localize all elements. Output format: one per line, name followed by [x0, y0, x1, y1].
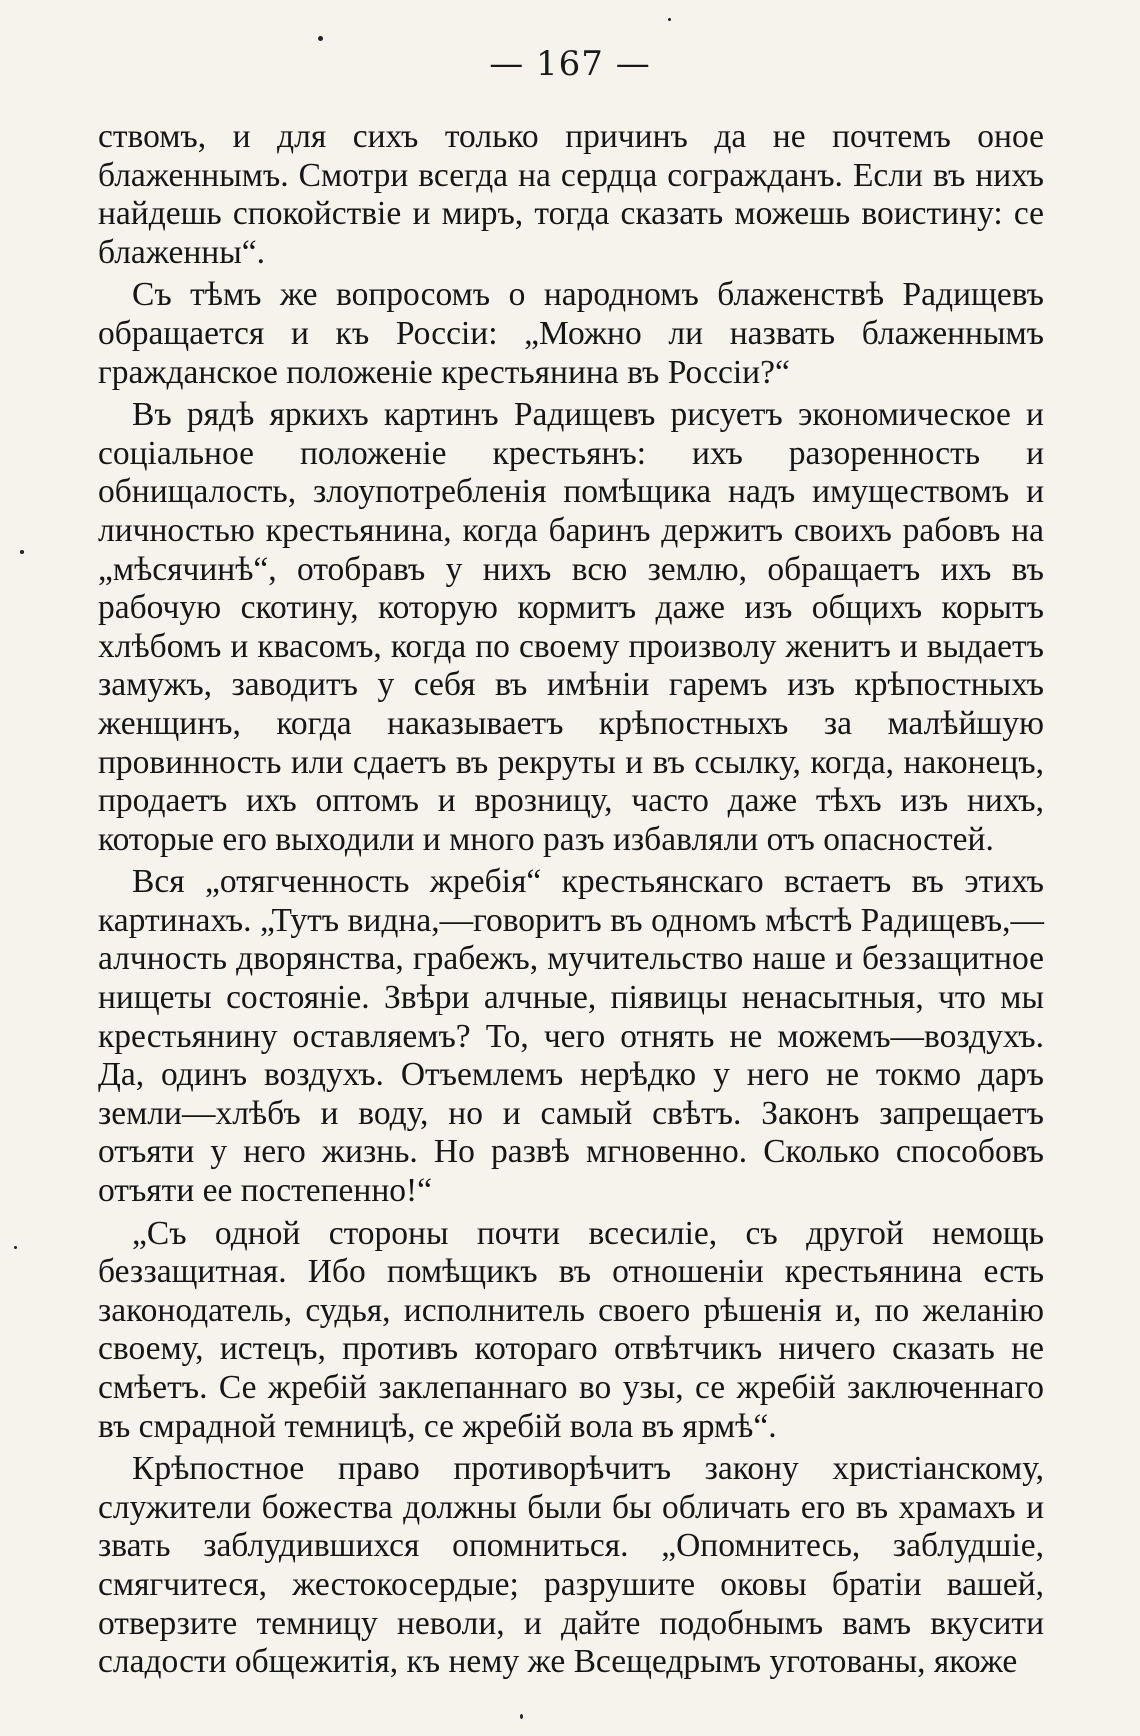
scan-speck	[520, 1714, 523, 1719]
paragraph-6: Крѣпостное право противорѣчитъ закону христіанскому, служители божества должны были бы обличать его въ храмахъ и звать заблудившихся опомниться. „Опомнитесь, заблудшіе, смягчитеся, жестокосердые; разрушите оковы братіи вашей, отверзите темницу неволи, и дайте подобнымъ вамъ вкусити сладости общежитія, къ нему же Всещедрымъ уготованы, якоже	[98, 1450, 1044, 1681]
scan-speck	[318, 36, 323, 41]
body-text	[98, 118, 1044, 1682]
paragraph-4: Вся „отягченность жребія“ крестьянскаго встаетъ въ этихъ картинахъ. „Тутъ видна,—говоритъ въ одномъ мѣстѣ Радищевъ,—алчность дворянства, грабежъ, мучительство наше и беззащитное нищеты состояніе. Звѣри алчные, піявицы ненасытныя, что мы крестьянину оставляемъ? То, чего отнять не можемъ—воздухъ. Да, одинъ воздухъ. Отъемлемъ нерѣдко у него не токмо даръ земли—хлѣбъ и воду, но и самый свѣтъ. Законъ запрещаетъ отъяти у него жизнь. Но развѣ мгновенно. Сколько способовъ отъяти ее постепенно!“	[98, 863, 1044, 1210]
paragraph-5: „Съ одной стороны почти всесиліе, съ другой немощь беззащитная. Ибо помѣщикъ въ отношеніи крестьянина есть законодатель, судья, исполнитель своего рѣшенія и, по желанію своему, истецъ, противъ котораго отвѣтчикъ ничего сказать не смѣетъ. Се жребій заклепаннаго во узы, се жребій заключеннаго въ смрадной темницѣ, се жребій вола въ ярмѣ“.	[98, 1214, 1044, 1445]
scan-speck	[20, 550, 24, 554]
page-number: — 167 —	[489, 44, 651, 84]
paragraph-3: Въ рядѣ яркихъ картинъ Радищевъ рисуетъ экономическое и соціальное положеніе крестьянъ: ихъ разоренность и обнищалость, злоупотребленія помѣщика надъ имуществомъ и личностью крестьянина, когда баринъ держитъ своихъ рабовъ на „мѣсячинѣ“, отобравъ у нихъ всю землю, обращаетъ ихъ въ рабочую скотину, которую кормитъ даже изъ общихъ корытъ хлѣбомъ и квасомъ, когда по своему произволу женитъ и выдаетъ замужъ, заводитъ у себя въ имѣніи гаремъ изъ крѣпостныхъ женщинъ, когда наказываетъ крѣпостныхъ за малѣйшую провинность или сдаетъ въ рекруты и въ ссылку, когда, наконецъ, продаетъ ихъ оптомъ и врозницу, часто даже тѣхъ изъ нихъ, которые его выходили и много разъ избавляли отъ опасностей.	[98, 396, 1044, 858]
paragraph-1: ствомъ, и для сихъ только причинъ да не почтемъ оное блаженнымъ. Смотри всегда на сердца согражданъ. Если въ нихъ найдешь спокойствіе и миръ, тогда сказать можешь воистину: се блаженны“.	[98, 118, 1044, 271]
paragraph-2: Съ тѣмъ же вопросомъ о народномъ блаженствѣ Радищевъ обращается и къ Россіи: „Можно ли назвать блаженнымъ гражданское положеніе крестьянина въ Россіи?“	[98, 276, 1044, 391]
scan-speck	[668, 18, 671, 21]
scan-speck	[14, 1246, 17, 1249]
